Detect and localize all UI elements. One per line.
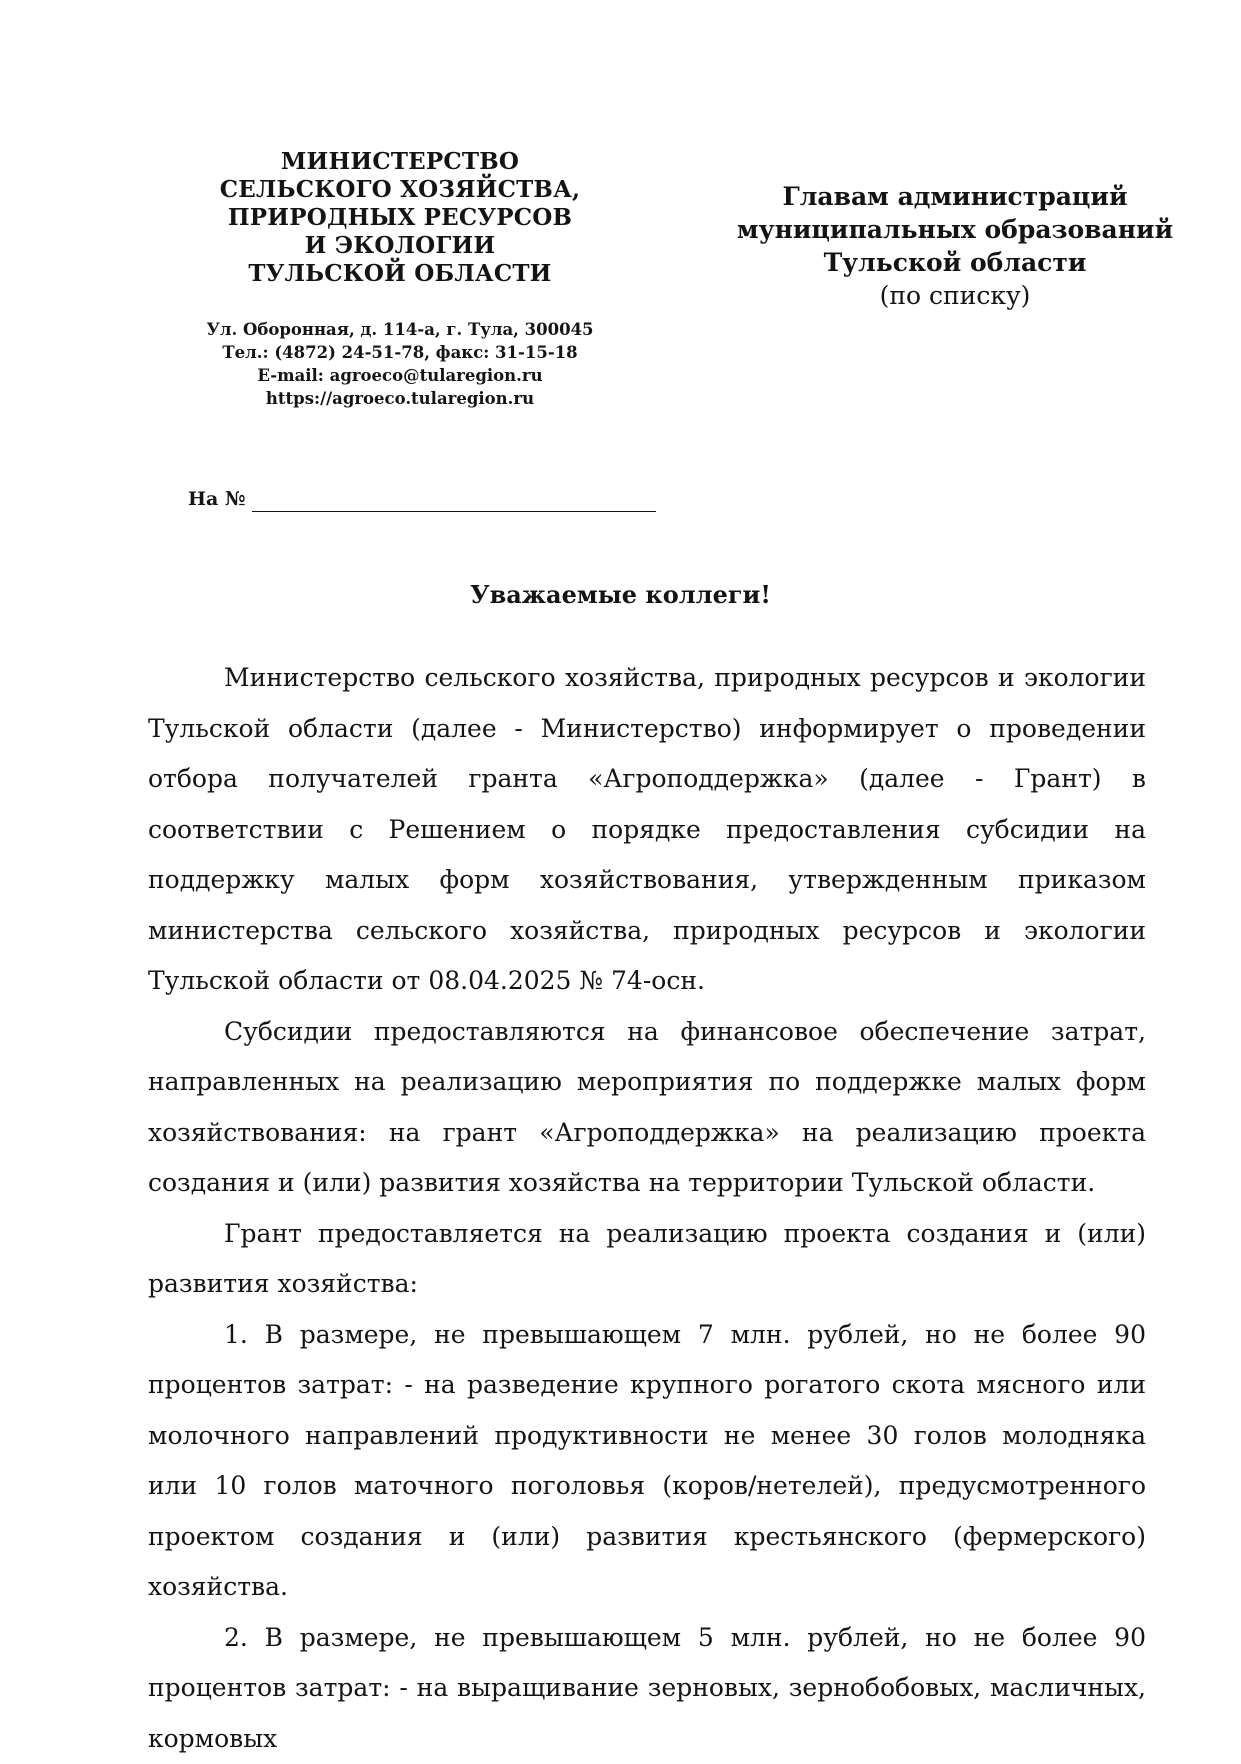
sender-contacts	[180, 318, 620, 410]
reference-label: На №	[188, 486, 246, 512]
addressee-line: Тульской области	[720, 246, 1190, 279]
body-paragraph: Субсидии предоставляются на финансовое обеспечение затрат, направленных на реализацию мероприятия по поддержке малых форм хозяйствования: на грант «Агроподдержка» на реализацию проекта создания и (или) развития хозяйства на территории Тульской области.	[148, 1007, 1146, 1209]
reference-blank-line	[252, 489, 656, 512]
addressee-line: Главам администраций	[720, 180, 1190, 213]
addressee-note: (по списку)	[720, 279, 1190, 312]
ministry-name	[180, 148, 620, 288]
body-paragraph: Грант предоставляется на реализацию проекта создания и (или) развития хозяйства:	[148, 1209, 1146, 1310]
reference-number	[188, 486, 656, 512]
body-paragraph: 1. В размере, не превышающем 7 млн. рублей, но не более 90 процентов затрат: - на разведение крупного рогатого скота мясного или молочного направлений продуктивности не менее 30 голов молодняка или 10 голов маточного поголовья (коров/нетелей), предусмотренного проектом создания и (или) развития крестьянского (фермерского) хозяйства.	[148, 1310, 1146, 1613]
sender-phone: Тел.: (4872) 24-51-78, факс: 31-15-18	[180, 341, 620, 364]
sender-website: https://agroeco.tularegion.ru	[180, 387, 620, 410]
sender-block	[180, 148, 620, 410]
ministry-name-line: ПРИРОДНЫХ РЕСУРСОВ	[180, 204, 620, 232]
body-paragraph: 2. В размере, не превышающем 5 млн. рублей, но не более 90 процентов затрат: - на выращивание зерновых, зернобобовых, масличных, кормовых	[148, 1613, 1146, 1764]
addressee-block	[720, 180, 1190, 312]
ministry-name-line: ТУЛЬСКОЙ ОБЛАСТИ	[180, 260, 620, 288]
sender-address: Ул. Оборонная, д. 114-а, г. Тула, 300045	[180, 318, 620, 341]
letter-body	[148, 653, 1146, 1764]
sender-email: E-mail: agroeco@tularegion.ru	[180, 364, 620, 387]
salutation: Уважаемые коллеги!	[0, 580, 1241, 610]
ministry-name-line: МИНИСТЕРСТВО	[180, 148, 620, 176]
ministry-name-line: СЕЛЬСКОГО ХОЗЯЙСТВА,	[180, 176, 620, 204]
ministry-name-line: И ЭКОЛОГИИ	[180, 232, 620, 260]
addressee-line: муниципальных образований	[720, 213, 1190, 246]
body-paragraph: Министерство сельского хозяйства, природных ресурсов и экологии Тульской области (далее - Министерство) информирует о проведении отбора получателей гранта «Агроподдержка» (далее - Грант) в соответствии с Решением о порядке предоставления субсидии на поддержку малых форм хозяйствования, утвержденным приказом министерства сельского хозяйства, природных ресурсов и экологии Тульской области от 08.04.2025 № 74-осн.	[148, 653, 1146, 1007]
